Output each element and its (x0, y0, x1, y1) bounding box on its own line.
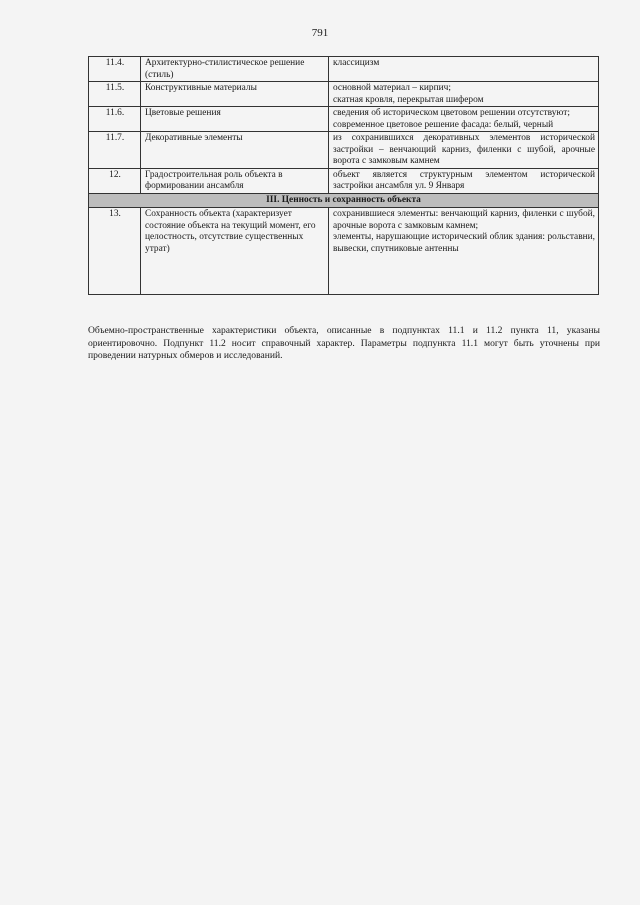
footnote-paragraph: Объемно-пространственные характеристики объекта, описанные в подпунктах 11.1 и 11.2 пункта 11, указаны ориентировочно. Подпункт 11.2 носит справочный характер. Параметры подпункта 11.1 могут быть уточнены при проведении натурных обмеров и исследований. (88, 325, 600, 362)
row-number: 11.7. (89, 132, 141, 169)
section-heading-row (89, 193, 599, 208)
value-line: классицизм (333, 58, 380, 68)
table-row (89, 57, 599, 82)
row-number: 11.4. (89, 57, 141, 82)
row-value (329, 168, 599, 193)
row-value (329, 57, 599, 82)
value-line: современное цветовое решение фасада: белый, черный (333, 119, 554, 130)
row-name: Цветовые решения (141, 107, 329, 132)
row-value (329, 132, 599, 169)
value-line: объект является структурным элементом исторической застройки ансамбля ул. 9 Января (333, 169, 595, 191)
section-heading: III. Ценность и сохранность объекта (89, 193, 599, 208)
table-row (89, 132, 599, 169)
row-number: 11.6. (89, 107, 141, 132)
row-value (329, 82, 599, 107)
table-row (89, 82, 599, 107)
row-value (329, 107, 599, 132)
value-line: скатная кровля, перекрытая шифером (333, 94, 484, 105)
row-name: Сохранность объекта (характеризует состояние объекта на текущий момент, его целостность, отсутствие существенных утрат) (141, 208, 329, 295)
row-name: Конструктивные материалы (141, 82, 329, 107)
row-name: Архитектурно-стилистическое решение (стиль) (141, 57, 329, 82)
object-characteristics-table (88, 56, 599, 295)
table-row (89, 107, 599, 132)
page-number: 791 (311, 27, 329, 39)
table-row (89, 168, 599, 193)
table-row (89, 208, 599, 295)
value-line: основной материал – кирпич; (333, 83, 451, 93)
value-line: сведения об историческом цветовом решении отсутствуют; (333, 108, 570, 118)
row-value (329, 208, 599, 295)
row-number: 11.5. (89, 82, 141, 107)
value-line: сохранившиеся элементы: венчающий карниз, филенки с шубой, арочные ворота с замковым камнем; (333, 209, 595, 231)
row-number: 12. (89, 168, 141, 193)
row-name: Градостроительная роль объекта в формировании ансамбля (141, 168, 329, 193)
row-number: 13. (89, 208, 141, 295)
row-name: Декоративные элементы (141, 132, 329, 169)
value-line: элементы, нарушающие исторический облик здания: рольставни, вывески, спутниковые антенны (333, 232, 595, 254)
value-line: из сохранившихся декоративных элементов исторической застройки – венчающий карниз, филенки с шубой, арочные ворота с замковым камнем (333, 133, 595, 166)
